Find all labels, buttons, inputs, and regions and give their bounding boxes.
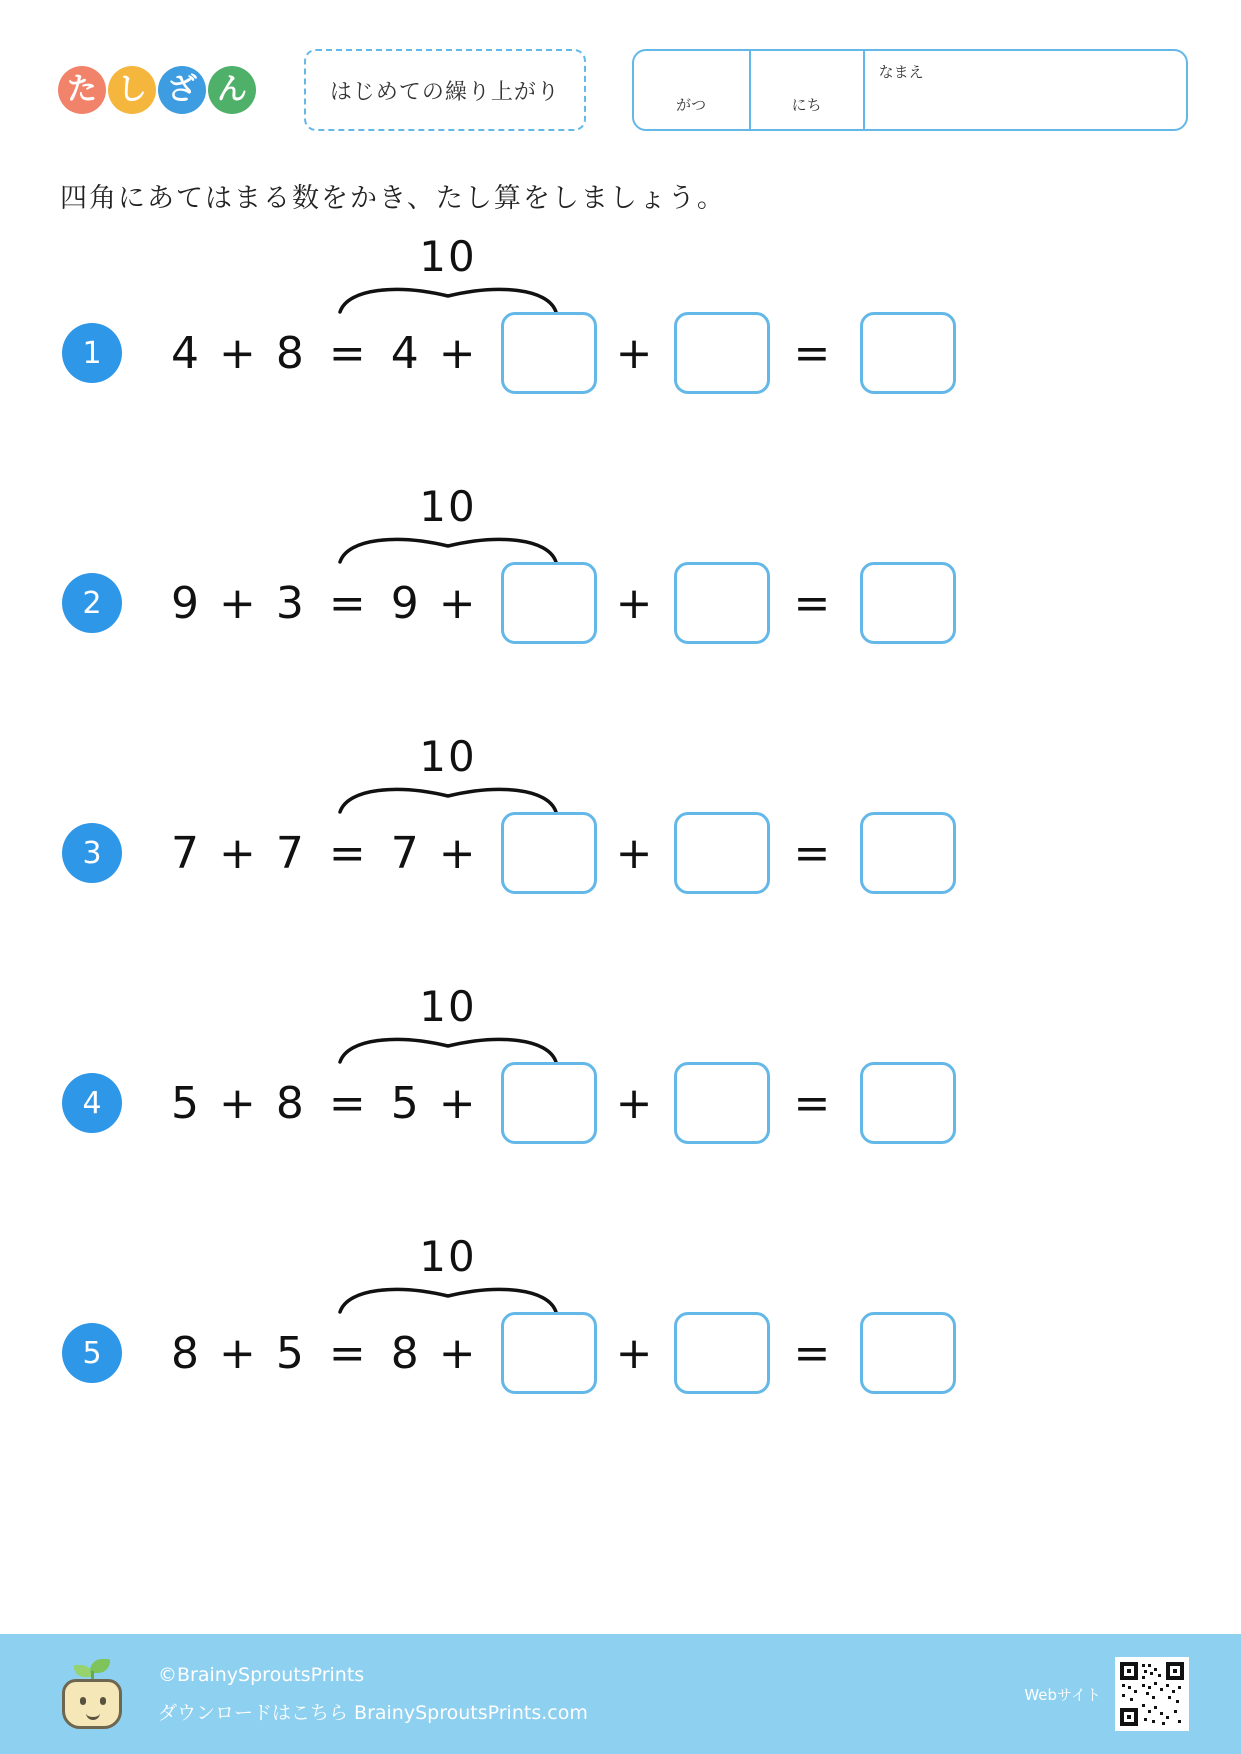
day-field[interactable] (751, 51, 865, 129)
equation (162, 312, 956, 394)
operand-second: 5 (275, 1327, 304, 1379)
plus-sign-3: + (615, 577, 653, 629)
sprout-mascot-icon (56, 1655, 128, 1733)
operand-repeat: 9 (390, 577, 419, 629)
plus-sign: + (219, 327, 256, 379)
answer-blank-2[interactable] (674, 312, 770, 394)
header (58, 46, 1188, 134)
problem-row (0, 732, 1241, 982)
problem-row (0, 1232, 1241, 1482)
worksheet-title-box (304, 49, 586, 131)
plus-sign-2: + (438, 327, 476, 379)
answer-blank-2[interactable] (674, 562, 770, 644)
logo-char-2: し (108, 66, 156, 114)
answer-blank-3[interactable] (860, 562, 956, 644)
footer (0, 1634, 1241, 1754)
page-title: はじめての繰り上がり (329, 79, 560, 105)
equals-sign: = (328, 327, 366, 379)
plus-sign-3: + (615, 1327, 653, 1379)
brace-value: 10 (419, 482, 477, 531)
problem-row (0, 982, 1241, 1232)
qr-code-icon[interactable] (1115, 1657, 1189, 1731)
equation (162, 1062, 956, 1144)
equals-sign-2: = (793, 1077, 831, 1129)
equals-sign: = (328, 1077, 366, 1129)
equals-sign-2: = (793, 327, 831, 379)
brace-value: 10 (419, 232, 477, 281)
operand-repeat: 7 (390, 827, 419, 879)
plus-sign: + (219, 1077, 256, 1129)
download-text: ダウンロードはこちら BrainySproutsPrints.com (158, 1701, 588, 1724)
equation-row (0, 548, 1241, 658)
operand-second: 7 (275, 827, 304, 879)
equation-row (0, 298, 1241, 408)
logo-char-3: ざ (158, 66, 206, 114)
operand-second: 8 (275, 1077, 304, 1129)
operand-first: 4 (171, 327, 199, 379)
logo-char-4: ん (208, 66, 256, 114)
answer-blank-3[interactable] (860, 312, 956, 394)
problem-number-badge: 5 (62, 1323, 122, 1383)
problem-number-badge: 1 (62, 323, 122, 383)
answer-blank-1[interactable] (501, 312, 597, 394)
operand-repeat: 4 (390, 327, 419, 379)
brace-value: 10 (419, 732, 477, 781)
equals-sign: = (328, 827, 366, 879)
plus-sign-2: + (438, 1327, 476, 1379)
instruction-text: 四角にあてはまる数をかき、たし算をしましょう。 (60, 183, 726, 214)
problem-number-badge: 3 (62, 823, 122, 883)
brace-value: 10 (419, 982, 477, 1031)
answer-blank-3[interactable] (860, 1312, 956, 1394)
plus-sign-3: + (615, 327, 653, 379)
operand-first: 7 (171, 827, 199, 879)
day-label: にち (791, 96, 822, 114)
plus-sign: + (219, 1327, 256, 1379)
answer-blank-2[interactable] (674, 812, 770, 894)
problem-row (0, 482, 1241, 732)
name-date-box (632, 49, 1188, 131)
equation (162, 812, 956, 894)
operand-repeat: 8 (390, 1327, 419, 1379)
equals-sign-2: = (793, 1327, 831, 1379)
month-field[interactable] (634, 51, 751, 129)
plus-sign-3: + (615, 827, 653, 879)
answer-blank-2[interactable] (674, 1062, 770, 1144)
operand-first: 8 (171, 1327, 199, 1379)
equation-row (0, 798, 1241, 908)
plus-sign-3: + (615, 1077, 653, 1129)
plus-sign-2: + (438, 577, 476, 629)
problem-number-badge: 2 (62, 573, 122, 633)
answer-blank-1[interactable] (501, 1312, 597, 1394)
answer-blank-1[interactable] (501, 562, 597, 644)
copyright-text: ©BrainySproutsPrints (158, 1663, 365, 1686)
answer-blank-1[interactable] (501, 812, 597, 894)
plus-sign-2: + (438, 827, 476, 879)
name-label: なまえ (878, 63, 924, 81)
footer-right (1024, 1657, 1189, 1731)
plus-sign: + (219, 577, 256, 629)
answer-blank-1[interactable] (501, 1062, 597, 1144)
equals-sign-2: = (793, 577, 831, 629)
brace-value: 10 (419, 1232, 477, 1281)
answer-blank-3[interactable] (860, 812, 956, 894)
problem-number-badge: 4 (62, 1073, 122, 1133)
plus-sign: + (219, 827, 256, 879)
problem-row (0, 232, 1241, 482)
month-label: がつ (676, 96, 707, 114)
equation (162, 562, 956, 644)
answer-blank-3[interactable] (860, 1062, 956, 1144)
problem-list (0, 232, 1241, 1482)
equals-sign: = (328, 1327, 366, 1379)
operand-first: 5 (171, 1077, 199, 1129)
operand-second: 3 (275, 577, 304, 629)
logo (58, 66, 256, 114)
logo-char-1: た (58, 66, 106, 114)
website-label: Webサイト (1024, 1685, 1101, 1704)
equals-sign: = (328, 577, 366, 629)
plus-sign-2: + (438, 1077, 476, 1129)
equals-sign-2: = (793, 827, 831, 879)
operand-second: 8 (275, 327, 304, 379)
equation-row (0, 1048, 1241, 1158)
operand-first: 9 (171, 577, 199, 629)
footer-text (158, 1664, 588, 1725)
operand-repeat: 5 (390, 1077, 419, 1129)
equation (162, 1312, 956, 1394)
answer-blank-2[interactable] (674, 1312, 770, 1394)
name-field[interactable] (865, 51, 1186, 129)
equation-row (0, 1298, 1241, 1408)
